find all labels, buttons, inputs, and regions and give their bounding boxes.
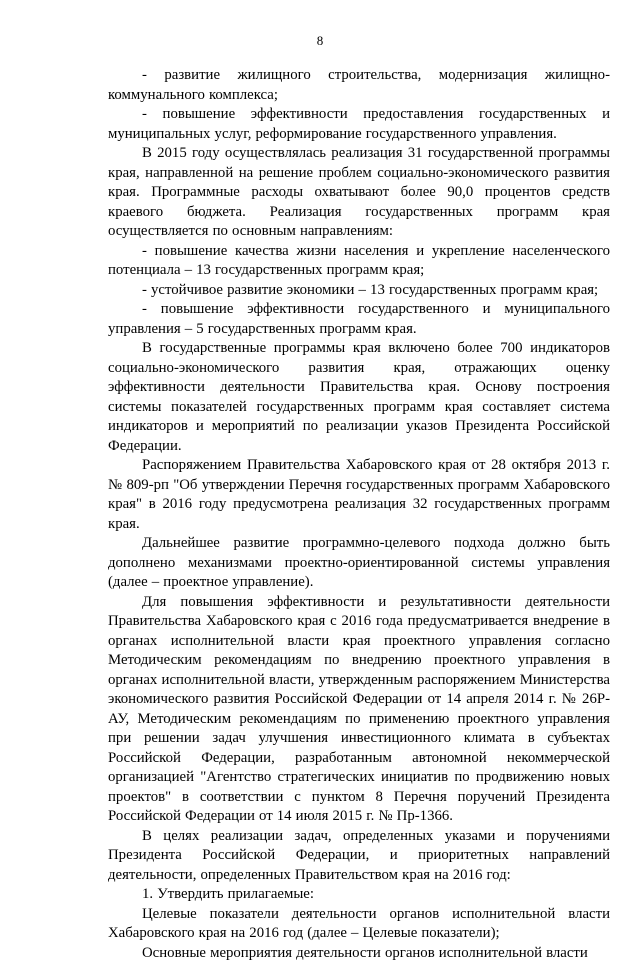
paragraph-programs-2015: В 2015 году осуществлялась реализация 31 государственной программы края, направленной на решение проблем социально-экономического развития края. Программные расходы охватывают более 90,0 процентов средств краевого бюджета. Реализация государственных программ края осуществляется по основным направлениям:: [108, 144, 610, 242]
paragraph-project-management: Для повышения эффективности и результативности деятельности Правительства Хабаровского края с 2016 года предусматривается внедрение в органах исполнительной власти края проектного управления согласно Методическим рекомендациям по внедрению проектного управления в органах исполнительной власти, утвержденным распоряжением Министерства экономического развития Российской Федерации от 14 апреля 2014 г. № 26Р-АУ, Методическим рекомендациям по применению проектного управления при решении задач улучшения инвестиционного климата в субъектах Российской Федерации, разработанным автономной некоммерческой организацией "Агентство стратегических инициатив по продвижению новых проектов" в соответствии с пунктом 8 Перечня поручений Президента Российской Федерации от 14 июля 2015 г. № Пр-1366.: [108, 593, 610, 827]
paragraph-project-approach: Дальнейшее развитие программно-целевого подхода должно быть дополнено механизмами проектно-ориентированной системы управления (далее – проектное управление).: [108, 534, 610, 593]
paragraph-economy: - устойчивое развитие экономики – 13 государственных программ края;: [108, 281, 610, 301]
paragraph-main-activities: Основные мероприятия деятельности органов исполнительной власти: [108, 944, 610, 963]
paragraph-indicators: В государственные программы края включено более 700 индикаторов социально-экономического развития края, отражающих оценку эффективности деятельности Правительства края. Основу построения системы показателей государственных программ края составляет система индикаторов и мероприятий по реализации указов Президента Российской Федерации.: [108, 339, 610, 456]
document-body: [108, 66, 610, 963]
page-number: 8: [0, 33, 640, 48]
paragraph-quality-of-life: - повышение качества жизни населения и укрепление населенческого потенциала – 13 государственных программ края;: [108, 242, 610, 281]
paragraph-housing: - развитие жилищного строительства, модернизация жилищно-коммунального комплекса;: [108, 66, 610, 105]
paragraph-goals-2016: В целях реализации задач, определенных указами и поручениями Президента Российской Федерации, и приоритетных направлений деятельности, определенных Правительством края на 2016 год:: [108, 827, 610, 886]
paragraph-target-indicators: Целевые показатели деятельности органов исполнительной власти Хабаровского края на 2016 год (далее – Целевые показатели);: [108, 905, 610, 944]
paragraph-order-809: Распоряжением Правительства Хабаровского края от 28 октября 2013 г. № 809-рп "Об утверждении Перечня государственных программ Хабаровского края" в 2016 году предусмотрена реализация 32 государственных программ края.: [108, 456, 610, 534]
paragraph-approve: 1. Утвердить прилагаемые:: [108, 885, 610, 905]
paragraph-governance: - повышение эффективности государственного и муниципального управления – 5 государственных программ края.: [108, 300, 610, 339]
paragraph-services: - повышение эффективности предоставления государственных и муниципальных услуг, реформирование государственного управления.: [108, 105, 610, 144]
